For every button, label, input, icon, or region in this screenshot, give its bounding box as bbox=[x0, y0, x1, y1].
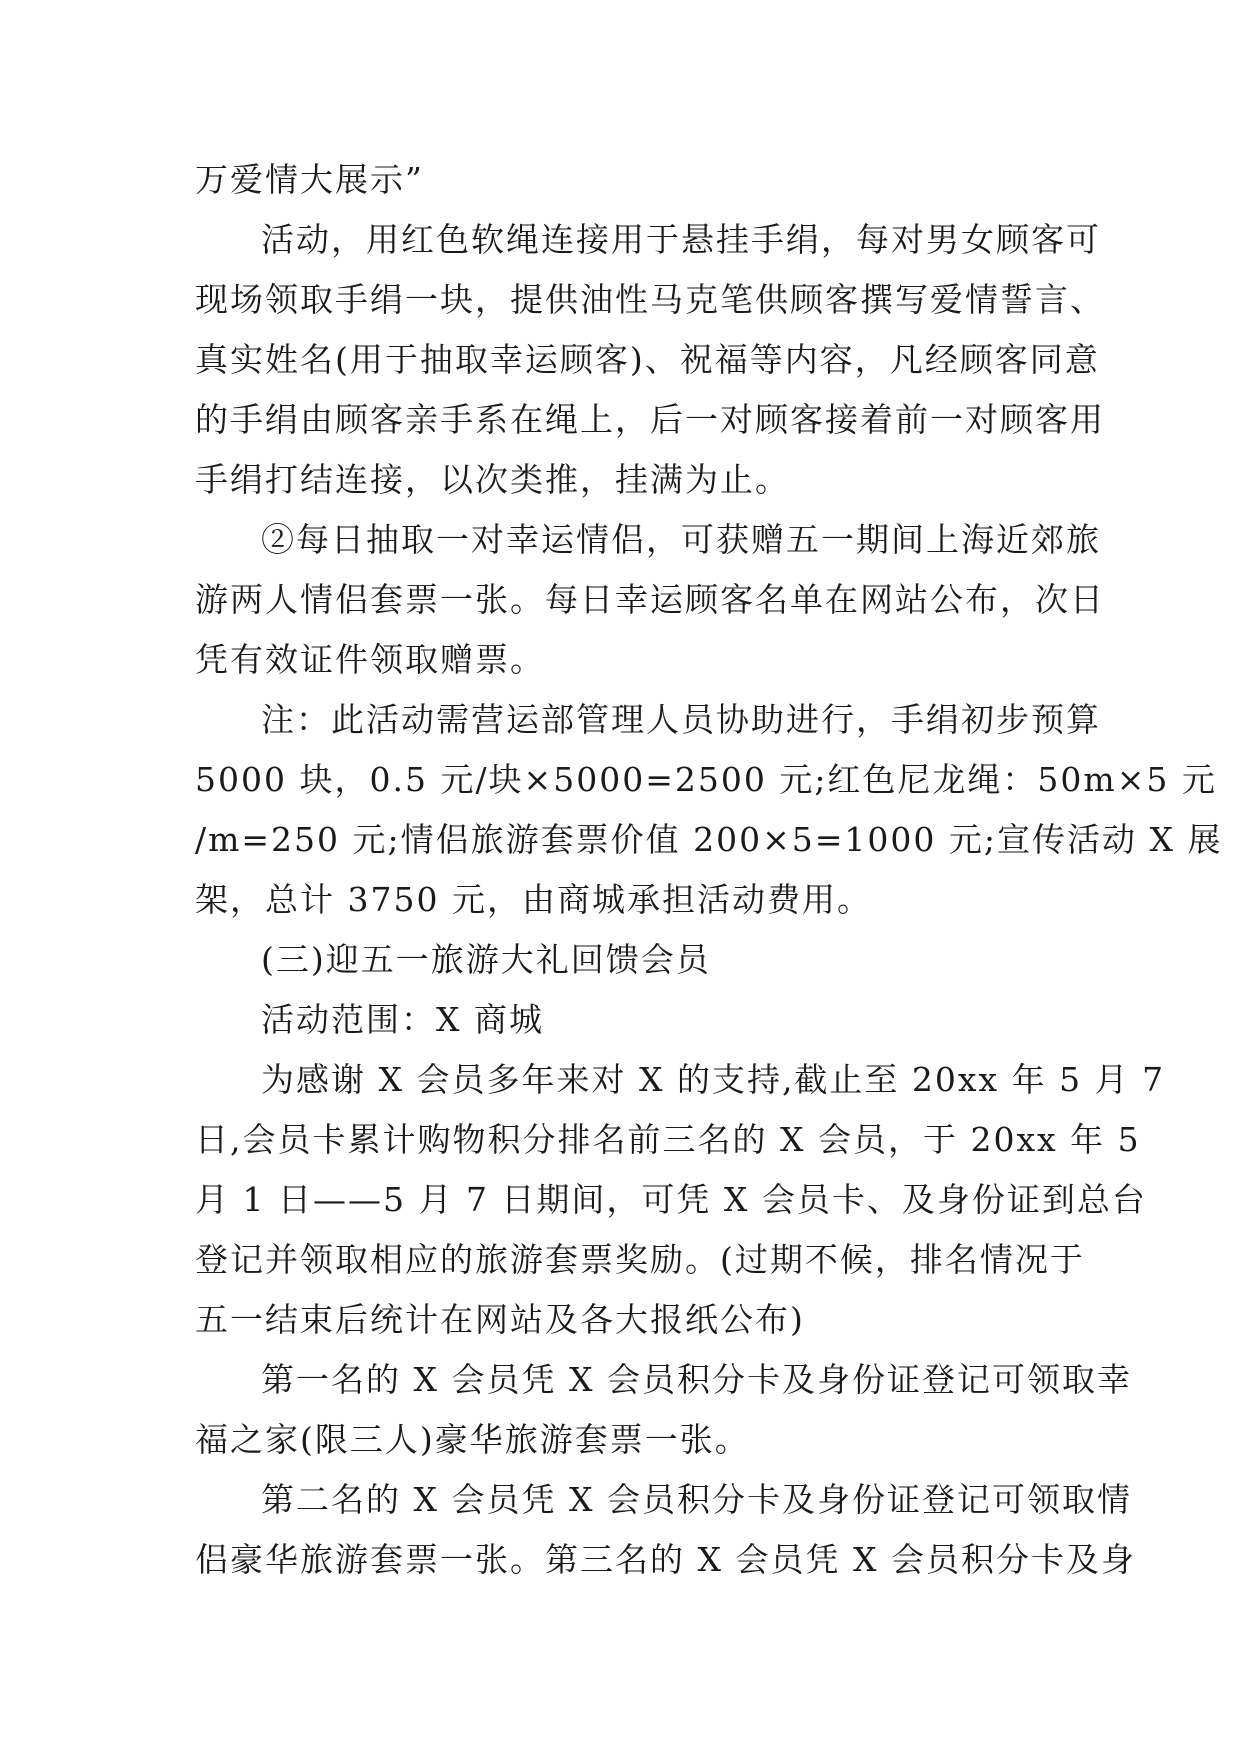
text-line: 架，总计 3750 元，由商城承担活动费用。 bbox=[195, 880, 872, 919]
text-line: 登记并领取相应的旅游套票奖励。(过期不候，排名情况于 bbox=[195, 1240, 1085, 1279]
text-line: 第一名的 X 会员凭 X 会员积分卡及身份证登记可领取幸 bbox=[261, 1360, 1132, 1399]
text-line: 现场领取手绢一块，提供油性马克笔供顾客撰写爱情誓言、 bbox=[195, 280, 1105, 319]
text-line: 5000 块，0.5 元/块×5000=2500 元;红色尼龙绳：50m×5 元 bbox=[195, 760, 1217, 799]
text-line: 万爱情大展示” bbox=[195, 160, 424, 199]
text-line: 第二名的 X 会员凭 X 会员积分卡及身份证登记可领取情 bbox=[261, 1480, 1132, 1519]
text-line: 的手绢由顾客亲手系在绳上，后一对顾客接着前一对顾客用 bbox=[195, 400, 1105, 439]
document-body bbox=[195, 150, 1223, 1590]
text-line: 手绢打结连接，以次类推，挂满为止。 bbox=[195, 460, 790, 499]
text-line: 月 1 日——5 月 7 日期间，可凭 X 会员卡、及身份证到总台 bbox=[195, 1180, 1147, 1219]
text-line: 日,会员卡累计购物积分排名前三名的 X 会员，于 20xx 年 5 bbox=[195, 1120, 1141, 1159]
text-line: 活动范围：X 商城 bbox=[261, 1000, 544, 1039]
text-line: /m=250 元;情侣旅游套票价值 200×5=1000 元;宣传活动 X 展 bbox=[195, 820, 1223, 859]
text-line: 活动，用红色软绳连接用于悬挂手绢，每对男女顾客可 bbox=[261, 220, 1101, 259]
text-line: 游两人情侣套票一张。每日幸运顾客名单在网站公布，次日 bbox=[195, 580, 1105, 619]
text-line: 为感谢 X 会员多年来对 X 的支持,截止至 20xx 年 5 月 7 bbox=[261, 1060, 1166, 1099]
text-line: 福之家(限三人)豪华旅游套票一张。 bbox=[195, 1420, 750, 1459]
text-line: 真实姓名(用于抽取幸运顾客)、祝福等内容，凡经顾客同意 bbox=[195, 340, 1100, 379]
text-line: 五一结束后统计在网站及各大报纸公布) bbox=[195, 1300, 805, 1339]
text-line: 凭有效证件领取赠票。 bbox=[195, 640, 545, 679]
text-line: ②每日抽取一对幸运情侣，可获赠五一期间上海近郊旅 bbox=[261, 520, 1101, 559]
text-line: 侣豪华旅游套票一张。第三名的 X 会员凭 X 会员积分卡及身 bbox=[195, 1540, 1136, 1579]
text-line: 注：此活动需营运部管理人员协助进行，手绢初步预算 bbox=[261, 700, 1101, 739]
text-line: (三)迎五一旅游大礼回馈会员 bbox=[261, 940, 711, 979]
